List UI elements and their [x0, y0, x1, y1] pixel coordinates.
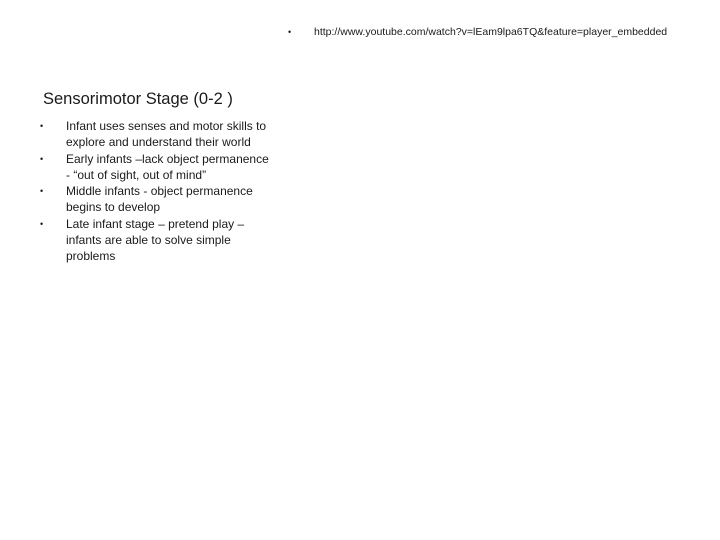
bullet-text: Infant uses senses and motor skills to explore and understand their world: [66, 119, 267, 150]
bullet-text: Early infants –lack object permanence - “out of sight, out of mind”: [66, 151, 269, 182]
slide-title: Sensorimotor Stage (0-2 ): [43, 90, 233, 108]
bullet-list: [40, 118, 280, 265]
bullet-marker: •: [40, 121, 44, 131]
bullet-item: [40, 151, 280, 184]
bullet-marker: •: [288, 27, 292, 37]
bullet-marker: •: [40, 218, 44, 229]
bullet-item: [40, 183, 280, 216]
bullet-text: Late infant stage – pretend play – infants are able to solve simple problems: [66, 216, 245, 264]
bullet-text: Middle infants - object permanence begins to develop: [66, 184, 253, 215]
youtube-link[interactable]: http://www.youtube.com/watch?v=lEam9lpa6TQ&feature=player_embedded: [314, 26, 668, 38]
link-list-item: [288, 24, 688, 40]
bullet-item: [40, 216, 280, 265]
bullet-marker: •: [40, 153, 44, 164]
bullet-marker: •: [40, 186, 44, 197]
bullet-item: [40, 118, 280, 151]
